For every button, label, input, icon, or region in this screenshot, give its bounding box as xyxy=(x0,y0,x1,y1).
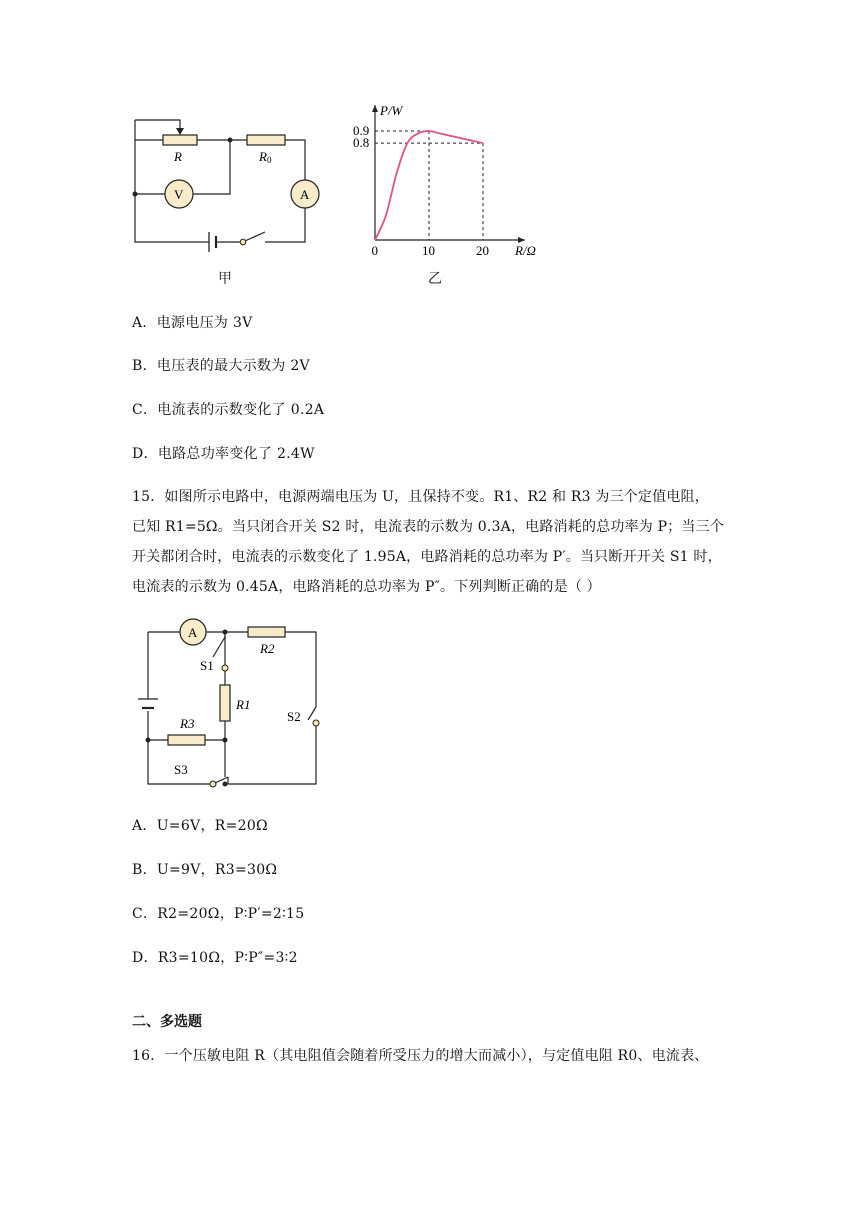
resistor-r2 xyxy=(248,627,285,637)
fig-jia-caption: 甲 xyxy=(218,271,232,287)
circuit-jia-figure xyxy=(125,108,325,258)
x-tick-label: 20 xyxy=(476,243,489,258)
q15-option-a: A．U=6V，R=20Ω xyxy=(132,818,268,834)
q15-option-b: B．U=9V，R3=30Ω xyxy=(132,862,278,878)
label-r1: R1 xyxy=(236,697,251,712)
y-axis-label: P/W xyxy=(380,103,403,118)
circuit-q15-figure xyxy=(130,615,330,790)
q15-line-2: 已知 R1=5Ω。当只闭合开关 S2 时，电流表的示数为 0.3A，电路消耗的总功率为 P；当三个 xyxy=(132,519,725,535)
q15-stem xyxy=(132,482,732,602)
q14-option-c: C．电流表的示数变化了 0.2A xyxy=(132,402,325,418)
ammeter-label: A xyxy=(300,187,310,202)
label-s1: S1 xyxy=(200,658,214,673)
label-r0: R0 xyxy=(259,149,272,165)
q15-line-1: 15．如图所示电路中，电源两端电压为 U，且保持不变。R1、R2 和 R3 为三个定值电阻， xyxy=(132,489,709,505)
y-tick-label: 0.9 xyxy=(353,123,370,138)
label-s2: S2 xyxy=(287,709,301,724)
power-resistance-chart xyxy=(340,95,555,260)
resistor-r0 xyxy=(247,135,285,145)
fig-yi-caption: 乙 xyxy=(428,271,442,287)
x-tick-label: 0 xyxy=(371,243,378,258)
rheostat-r xyxy=(163,135,197,145)
resistor-r1 xyxy=(220,685,230,721)
q15-option-d: D．R3=10Ω，P∶P″=3∶2 xyxy=(132,950,298,966)
label-r: R xyxy=(174,149,182,164)
q14-option-d: D．电路总功率变化了 2.4W xyxy=(132,446,315,462)
x-axis-label: R/Ω xyxy=(515,243,536,258)
x-tick-label: 10 xyxy=(422,243,435,258)
y-tick-label: 0.8 xyxy=(353,135,370,151)
q15-line-3: 开关都闭合时，电流表的示数变化了 1.95A，电路消耗的总功率为 P′。当只断开开关 S1 时， xyxy=(132,549,722,565)
y-axis-arrow xyxy=(372,105,378,112)
label-r3: R3 xyxy=(180,716,195,731)
q14-option-a: A．电源电压为 3V xyxy=(132,315,253,331)
q15-option-c: C．R2=20Ω，P∶P′=2∶15 xyxy=(132,906,305,922)
q14-option-b: B．电压表的最大示数为 2V xyxy=(132,358,310,374)
label-s3: S3 xyxy=(174,762,188,777)
q15-line-4: 电流表的示数为 0.45A，电路消耗的总功率为 P″。下列判断正确的是（ ） xyxy=(132,579,601,595)
label-r2: R2 xyxy=(260,641,275,656)
resistor-r3 xyxy=(168,735,205,745)
section-title: 二、多选题 xyxy=(132,1014,202,1030)
ammeter-q15-label: A xyxy=(188,625,198,640)
voltmeter-label: V xyxy=(174,187,184,202)
q16-stem: 16．一个压敏电阻 R（其电阻值会随着所受压力的增大而减小），与定值电阻 R0、电流表、 xyxy=(132,1048,709,1064)
